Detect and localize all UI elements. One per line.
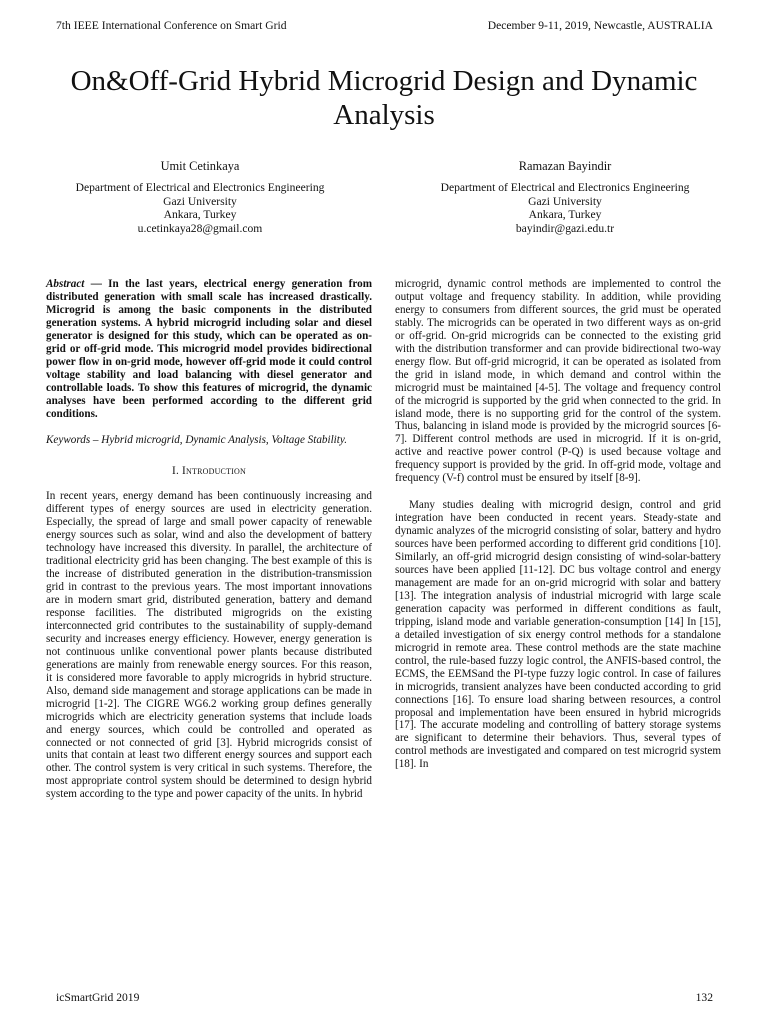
author-department: Department of Electrical and Electronics Engineering — [440, 180, 690, 194]
right-column — [395, 278, 721, 771]
author-email: bayindir@gazi.edu.tr — [515, 222, 615, 236]
author-city: Ankara, Turkey — [163, 208, 237, 222]
running-header-date: December 9-11, 2019, Newcastle, AUSTRALIA — [487, 19, 713, 32]
running-header-conference: 7th IEEE International Conference on Smart Grid — [56, 19, 287, 32]
author-name: Umit Cetinkaya — [160, 159, 240, 173]
author-department: Department of Electrical and Electronics Engineering — [75, 180, 325, 194]
author-block-1 — [35, 160, 365, 236]
intro-paragraph-1-continued: microgrid, dynamic control methods are implemented to control the output voltage and frequency stability. In addition, while providing energy to consumers from different sources, the grid must be operated stably. The microgrids can be operated in two different ways as on-grid or off-grid. On-grid microgrids can be connected to the existing grid with the distribution transformer and can provide bidirectional two-way energy flow. But off-grid microgrid, it can be operated as isolated from the grid in island mode, in which demand and control within the microgrid must be maintained [4-5]. The voltage and frequency control of the microgrid is supported by the grid when connected to the grid. In island mode, there is no supporting grid for the control of the system. Thus, balancing in island mode is provided by the microgrid sources [6-7]. Different control methods are used in microgrid. If it is on-grid, active and reactive power control (P-Q) is used because voltage and frequency support is provided by the grid. In off-grid mode, voltage and frequency (V-f) control must be ensured by itself [8-9]. — [395, 278, 721, 485]
author-block-2 — [400, 160, 730, 236]
intro-paragraph-2: Many studies dealing with microgrid design, control and grid integration have been conducted in recent years. Steady-state and dynamic analyzes of the microgrid consisting of solar, battery and hydro sources have been performed according to different grid conditions [10]. Similarly, an off-grid microgrid design consisting of wind-solar-battery sources have been applied [11-12]. DC bus voltage control and energy management are made for an on-grid microgrid with solar and battery [13]. The integration analysis of industrial microgrid with large scale generation capacity was performed in different conditions as fault, tripping, island mode and variable generation-consumption [14] In [15], a detailed investigation of six energy control methods for a standalone microgrid in remote area. These control methods are the state machine control, the rule-based fuzzy logic control, the ANFIS-based control, the ECMS, the EEMSand the PI-type fuzzy logic control. In case of failures in microgrids, transient analyzes have been conducted according to grid connections [16]. To ensure load sharing between resources, a control proposal and implementation have been ensured in hybrid microgrids [17]. The accurate modeling and controlling of battery storage systems are significant to determine their behaviors. Thus, several types of control methods are investigated and compared on test microgrid system [18]. In — [395, 499, 721, 771]
footer-venue: icSmartGrid 2019 — [56, 991, 140, 1004]
abstract — [46, 278, 372, 420]
section-title: Introduction — [182, 465, 246, 478]
author-university: Gazi University — [528, 194, 602, 208]
abstract-label: Abstract — [46, 278, 85, 290]
author-city: Ankara, Turkey — [528, 208, 602, 222]
paper-title: On&Off-Grid Hybrid Microgrid Design and Dynamic Analysis — [70, 65, 698, 131]
section-number: I. — [172, 465, 180, 478]
author-email: u.cetinkaya28@gmail.com — [137, 222, 263, 236]
abstract-text: — In the last years, electrical energy generation from distributed generation with small scale has increased drastically. Microgrid is among the basic components in the distributed generation systems. A hybrid microgrid including solar and diesel generator is designed for this study, which can be operated as on-grid or off-grid mode. This microgrid model provides bidirectional power flow in on-grid mode, however off-grid mode it could control voltage stability and load balancing with diesel generator and controllable loads. To show this features of microgrid, the dynamic analyses have been performed according to the different grid conditions. — [46, 278, 372, 420]
page-number: 132 — [695, 991, 713, 1004]
section-heading — [46, 465, 372, 478]
left-column — [46, 278, 372, 801]
intro-paragraph-1: In recent years, energy demand has been continuously increasing and different types of energy sources are used in electricity generation. Especially, the spread of large and small power capacity of renewable energy sources such as solar, wind and also the development of battery technology have increased this diversity. In parallel, the architecture of traditional electricity grid has been changing. The best example of this is the increase of distributed generation in the distribution-transmission grid in contrast to the previous years. The most important innovations are in modern smart grid, distributed generation, battery and demand response facilities. The distributed migrogrids on the existing interconnected grid contributes to the sustainability of supply-demand security and increases energy efficiency. However, energy generation is not continuous unlike conventional power plants because distributed generations are mainly from renewable energy sources. For this reason, it is considered more favorable to apply microgrids in hybrid structure. Also, demand side management and storage applications can be made in microgrid [1-2]. The CIGRE WG6.2 working group defines generally microgrids which are electricity generation systems that include loads and energy sources, which could be controlled and operated as connected or not connected of grid [3]. Hybrid microgrids consist of units that contain at least two different energy sources and support each other. The control system is very critical in such systems. Therefore, the most appropriate control system should be determined to design hybrid system according to the type and power capacity of the units. In hybrid — [46, 490, 372, 801]
author-name: Ramazan Bayindir — [518, 159, 612, 173]
keywords: Keywords – Hybrid microgrid, Dynamic Analysis, Voltage Stability. — [46, 434, 347, 447]
author-university: Gazi University — [163, 194, 237, 208]
